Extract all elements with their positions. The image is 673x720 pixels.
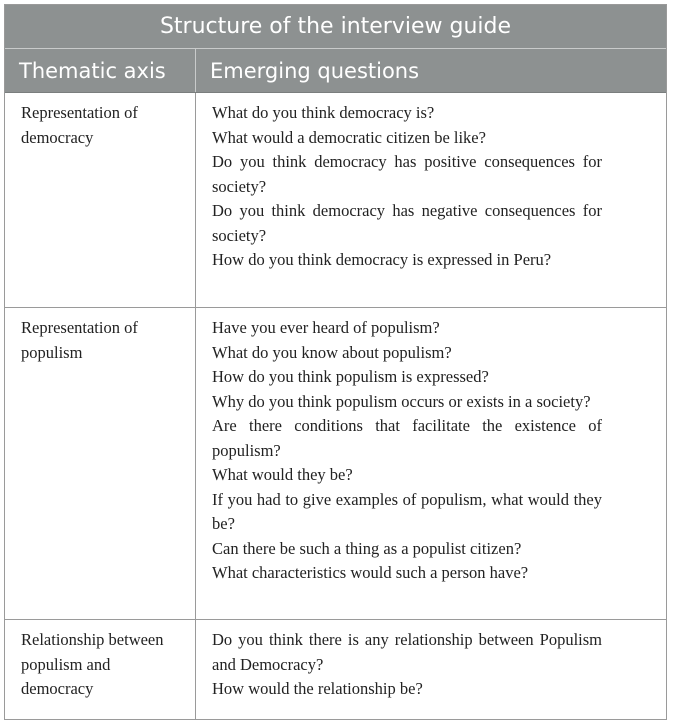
table-row: [5, 307, 666, 619]
header-thematic-axis: Thematic axis: [5, 49, 196, 92]
interview-guide-table: [4, 4, 667, 720]
thematic-axis-cell: Representation of populism: [5, 308, 196, 619]
question: If you had to give examples of populism, what would they be?: [212, 489, 602, 533]
questions-cell: [196, 93, 666, 307]
table-title: Structure of the interview guide: [5, 5, 666, 49]
question: How do you think populism is expressed?: [212, 367, 489, 386]
question: How do you think democracy is expressed in Peru?: [212, 250, 552, 269]
question: What would a democratic citizen be like?: [212, 127, 486, 147]
question: Why do you think populism occurs or exists in a society?: [212, 391, 591, 411]
thematic-axis-cell: Relationship between populism and democracy: [5, 620, 196, 719]
question: What characteristics would such a person have?: [212, 563, 529, 582]
questions-cell: [196, 620, 666, 719]
table-row: [5, 619, 666, 719]
question: How would the relationship be?: [212, 679, 423, 698]
question: Do you think there is any relationship between Populism and Democracy?: [212, 630, 602, 674]
thematic-axis-cell: Representation of democracy: [5, 93, 196, 307]
question: Do you think democracy has positive consequences for society?: [212, 152, 602, 196]
questions-cell: [196, 308, 666, 619]
table-body: [5, 93, 666, 719]
question: Are there conditions that facilitate the existence of populism?: [212, 416, 602, 460]
table-row: [5, 93, 666, 307]
header-emerging-questions: Emerging questions: [210, 58, 420, 83]
question: What do you know about populism?: [212, 342, 452, 362]
table-header-row: [5, 49, 666, 93]
question: Have you ever heard of populism?: [212, 318, 440, 337]
question: What would they be?: [212, 465, 353, 484]
question: What do you think democracy is?: [212, 103, 435, 122]
question: Do you think democracy has negative consequences for society?: [212, 201, 602, 245]
question: Can there be such a thing as a populist citizen?: [212, 538, 522, 558]
